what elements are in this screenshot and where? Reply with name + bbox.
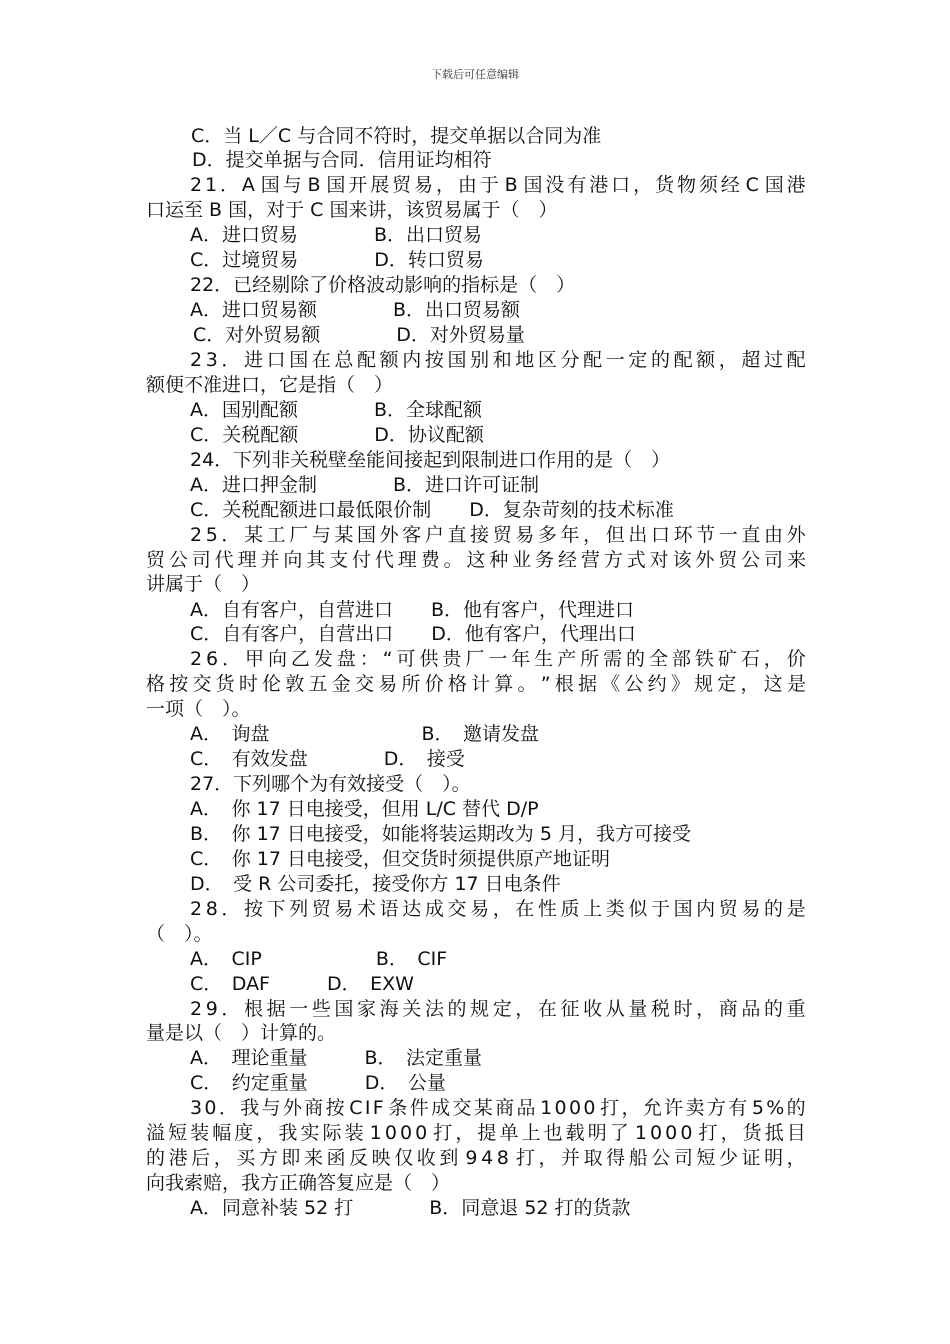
text-line: A．国别配额 B．全球配额 <box>190 399 483 421</box>
text-line: A．同意补装 52 打 B．同意退 52 打的货款 <box>190 1197 631 1219</box>
text-line: 2 6 ． 甲 向 乙 发 盘 ： “ 可 供 贵 厂 一 年 生 产 所 需 的 全 部 铁 矿 石 ， 价 <box>190 648 806 670</box>
page-header: 下载后可任意编辑 <box>431 68 519 81</box>
text-line: C．过境贸易 D．转口贸易 <box>190 249 484 271</box>
text-line: A．自有客户，自营进口 B．他有客户，代理进口 <box>190 599 635 621</box>
text-line: C． 约定重量 D． 公量 <box>190 1072 446 1094</box>
text-line: 2 1 ． A 国 与 B 国 开 展 贸 易 ， 由 于 B 国 没 有 港 口 ， 货 物 须 经 C 国 港 <box>190 174 806 196</box>
text-line: （ ）。 <box>146 923 213 945</box>
text-line: 格 按 交 货 时 伦 敦 五 金 交 易 所 价 格 计 算 。 ” 根 据 《 公 约 》 规 定 ， 这 是 <box>146 673 806 695</box>
text-line: 2 8 ． 按 下 列 贸 易 术 语 达 成 交 易 ， 在 性 质 上 类 似 于 国 内 贸 易 的 是 <box>190 898 806 920</box>
text-line: 量是以（ ）计算的。 <box>146 1022 337 1044</box>
text-line: C． 有效发盘 D． 接受 <box>190 748 465 770</box>
text-line: 2 5 ． 某 工 厂 与 某 国 外 客 户 直 接 贸 易 多 年 ， 但 出 口 环 节 一 直 由 外 <box>190 524 806 546</box>
text-line: C． 你 17 日电接受，但交货时须提供原产地证明 <box>190 848 611 870</box>
text-line: 贸 公 司 代 理 并 向 其 支 付 代 理 费 。 这 种 业 务 经 营 方 式 对 该 外 贸 公 司 来 <box>146 549 806 571</box>
text-line: C． DAF D． EXW <box>190 973 414 995</box>
text-line: C．自有客户，自营出口 D．他有客户，代理出口 <box>190 623 636 645</box>
text-line: 2 9 ． 根 据 一 些 国 家 海 关 法 的 规 定 ， 在 征 收 从 量 税 时 ， 商 品 的 重 <box>190 998 806 1020</box>
text-line: A． 询盘 B． 邀请发盘 <box>190 723 540 745</box>
text-line: A． 你 17 日电接受，但用 L/C 替代 D/P <box>190 798 539 820</box>
text-line: 一项（ ）。 <box>146 698 251 720</box>
text-line: B． 你 17 日电接受，如能将装运期改为 5 月，我方可接受 <box>190 823 691 845</box>
text-line: 2 3 ． 进 口 国 在 总 配 额 内 按 国 别 和 地 区 分 配 一 定 的 配 额 ， 超 过 配 <box>190 349 806 371</box>
text-line: C．关税配额 D．协议配额 <box>190 424 484 446</box>
text-line: 22．已经剔除了价格波动影响的指标是（ ） <box>190 274 576 296</box>
text-line: A．进口押金制 B．进口许可证制 <box>190 474 540 496</box>
text-line: C．对外贸易额 D．对外贸易量 <box>193 324 525 346</box>
text-line: A．进口贸易额 B．出口贸易额 <box>190 299 521 321</box>
text-line: 讲属于（ ） <box>146 573 261 595</box>
text-line: 24．下列非关税壁垒能间接起到限制进口作用的是（ ） <box>190 449 671 471</box>
text-line: D．提交单据与合同．信用证均相符 <box>192 149 492 171</box>
text-line: A．进口贸易 B．出口贸易 <box>190 224 483 246</box>
text-line: 向我索赔，我方正确答复应是（ ） <box>146 1172 451 1194</box>
text-line: 的 港 后 ， 买 方 即 来 函 反 映 仅 收 到 9 4 8 打 ， 并 取 得 船 公 司 短 少 证 明 ， <box>146 1147 806 1169</box>
text-line: 额便不准进口，它是指（ ） <box>146 374 394 396</box>
text-line: A． 理论重量 B． 法定重量 <box>190 1047 483 1069</box>
text-line: 口运至 B 国，对于 C 国来讲，该贸易属于（ ） <box>146 199 558 221</box>
text-line: D． 受 R 公司委托，接受你方 17 日电条件 <box>190 873 561 895</box>
text-line: 27．下列哪个为有效接受（ ）。 <box>190 773 471 795</box>
text-line: 3 0 ． 我 与 外 商 按 C I F 条 件 成 交 某 商 品 1 0 0 0 打 ， 允 许 卖 方 有 5 % 的 <box>190 1097 806 1119</box>
text-line: 溢 短 装 幅 度 ， 我 实 际 装 1 0 0 0 打 ， 提 单 上 也 载 明 了 1 0 0 0 打 ， 货 抵 目 <box>146 1122 806 1144</box>
text-line: C．当 L／C 与合同不符时，提交单据以合同为准 <box>191 125 602 147</box>
text-line: A． CIP B． CIF <box>190 948 448 970</box>
text-line: C．关税配额进口最低限价制 D．复杂苛刻的技术标准 <box>190 499 674 521</box>
